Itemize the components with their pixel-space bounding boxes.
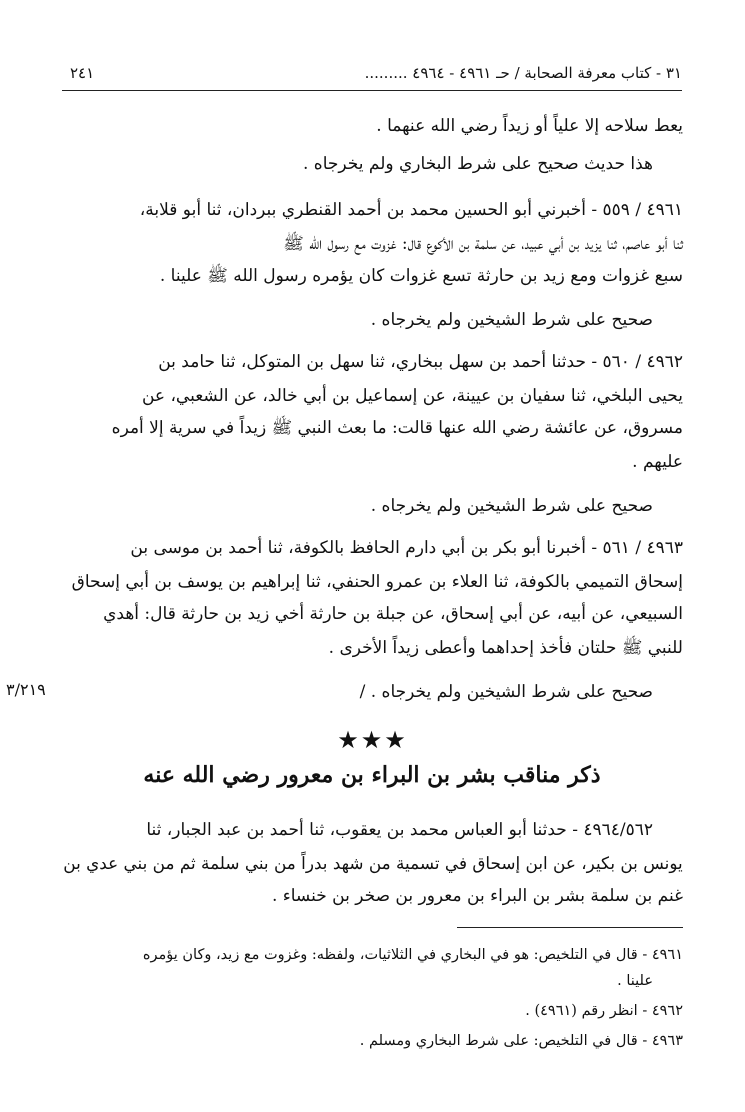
text-line: يحيى البلخي، ثنا سفيان بن عيينة، عن إسماعيل بن أبي خالد، عن الشعبي، عن [141,386,683,406]
margin-reference: ٣/٢١٩ [6,680,46,699]
hadith-4963-line: ٤٩٦٣ / ٥٦١ - أخبرنا أبو بكر بن أبي دارم الحافظ بالكوفة، ثنا أحمد بن موسى بن [130,538,683,558]
footnote: ٤٩٦٣ - قال في التلخيص: على شرط البخاري ومسلم . [359,1033,683,1049]
text-line: السبيعي، عن أبيه، عن أبي إسحاق، عن جبلة بن حارثة أخي زيد بن حارثة قال: أهدي [103,604,683,624]
text-line: عليهم . [632,452,683,472]
text-line: غنم بن سلمة بشر بن البراء بن معرور بن صخر بن خنساء . [271,886,683,906]
text-line: للنبي ﷺ حلتان فأخذ إحداهما وأعطى زيداً الأخرى . [328,638,683,658]
text-line: صحيح على شرط الشيخين ولم يخرجاه . / [359,682,653,702]
text-line: إسحاق التميمي بالكوفة، ثنا العلاء بن عمرو الحنفي، ثنا إبراهيم بن يوسف بن أبي إسحاق [71,572,683,592]
text-line: صحيح على شرط الشيخين ولم يخرجاه . [370,496,653,516]
text-line: ثنا أبو عاصم، ثنا يزيد بن أبي عبيد، عن سلمة بن الأكوع قال: غزوت مع رسول الله ﷺ [283,234,683,254]
hadith-4962-line: ٤٩٦٢ / ٥٦٠ - حدثنا أحمد بن سهل ببخاري، ثنا سهل بن المتوكل، ثنا حامد بن [158,352,683,372]
header-title: ٣١ - كتاب معرفة الصحابة / حـ ٤٩٦١ - ٤٩٦٤ ......... [364,64,682,82]
section-divider-stars: ★★★ [337,726,408,754]
text-line: مسروق، عن عائشة رضي الله عنها قالت: ما بعث النبي ﷺ زيداً في سرية إلا أمره [111,418,683,438]
running-header [62,60,682,91]
text-line: صحيح على شرط الشيخين ولم يخرجاه . [370,310,653,330]
text-line: يعط سلاحه إلا علياً أو زيداً رضي الله عنهما . [376,116,683,136]
text-line: هذا حديث صحيح على شرط البخاري ولم يخرجاه . [303,154,653,174]
section-heading: ذكر مناقب بشر بن البراء بن معرور رضي الله عنه [143,762,601,788]
footnote-separator [457,927,683,928]
text-line: سبع غزوات ومع زيد بن حارثة تسع غزوات كان يؤمره رسول الله ﷺ علينا . [159,266,683,286]
hadith-4964-line: ٤٩٦٤/٥٦٢ - حدثنا أبو العباس محمد بن يعقوب، ثنا أحمد بن عبد الجبار، ثنا [146,820,653,840]
page-number: ٢٤١ [70,64,95,82]
hadith-4961-line: ٤٩٦١ / ٥٥٩ - أخبرني أبو الحسين محمد بن أحمد القنطري ببردان، ثنا أبو قلابة، [139,200,683,220]
text-line: يونس بن بكير، عن ابن إسحاق في تسمية من شهد بدراً من بني سلمة ثم من بني عدي بن [63,854,683,874]
footnote: ٤٩٦٢ - انظر رقم (٤٩٦١) . [525,1003,683,1019]
footnote: علينا . [617,973,653,989]
footnote: ٤٩٦١ - قال في التلخيص: هو في البخاري في الثلاثيات، ولفظه: وغزوت مع زيد، وكان يؤمره [142,947,683,963]
